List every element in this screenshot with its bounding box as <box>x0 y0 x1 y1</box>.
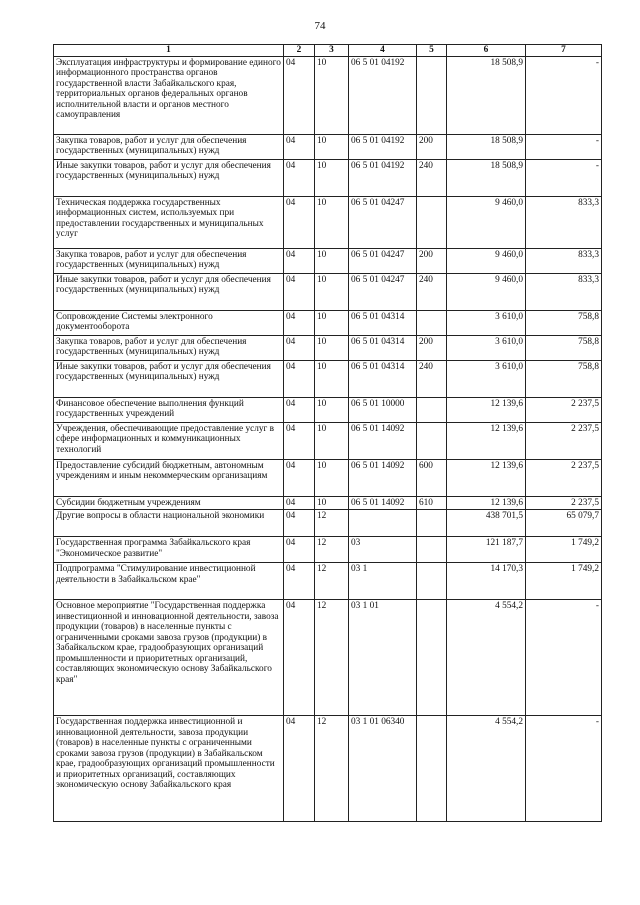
cell-col-2: 04 <box>284 496 315 510</box>
cell-col-2: 04 <box>284 510 315 537</box>
cell-col-7: 2 237,5 <box>526 422 602 459</box>
cell-col-6: 4 554,2 <box>447 600 526 716</box>
cell-col-1: Закупка товаров, работ и услуг для обеспечения государственных (муниципальных) нужд <box>54 335 284 360</box>
cell-col-2: 04 <box>284 422 315 459</box>
table-row <box>54 563 602 600</box>
cell-col-3: 12 <box>315 537 349 563</box>
cell-col-7: 2 237,5 <box>526 459 602 496</box>
cell-col-5: 240 <box>417 360 447 397</box>
cell-col-2: 04 <box>284 248 315 273</box>
cell-col-3: 10 <box>315 360 349 397</box>
table-header-row <box>54 45 602 57</box>
cell-col-6: 9 460,0 <box>447 273 526 310</box>
cell-col-5: 610 <box>417 496 447 510</box>
cell-col-6: 438 701,5 <box>447 510 526 537</box>
cell-col-6: 3 610,0 <box>447 360 526 397</box>
cell-col-5 <box>417 196 447 248</box>
cell-col-4: 06 5 01 04192 <box>349 159 417 196</box>
header-col-7: 7 <box>526 45 602 57</box>
cell-col-6: 12 139,6 <box>447 496 526 510</box>
table-row <box>54 716 602 822</box>
cell-col-6: 3 610,0 <box>447 310 526 335</box>
cell-col-7: 833,3 <box>526 196 602 248</box>
cell-col-6: 14 170,3 <box>447 563 526 600</box>
table-body <box>54 56 602 822</box>
cell-col-4: 06 5 01 04247 <box>349 248 417 273</box>
cell-col-7: 758,8 <box>526 310 602 335</box>
cell-col-1: Сопровождение Системы электронного документооборота <box>54 310 284 335</box>
cell-col-4: 06 5 01 04247 <box>349 196 417 248</box>
cell-col-3: 10 <box>315 159 349 196</box>
cell-col-5: 240 <box>417 273 447 310</box>
cell-col-7: 2 237,5 <box>526 397 602 422</box>
cell-col-1: Подпрограмма "Стимулирование инвестиционной деятельности в Забайкальском крае" <box>54 563 284 600</box>
header-col-2: 2 <box>284 45 315 57</box>
cell-col-7: 1 749,2 <box>526 563 602 600</box>
cell-col-7: 833,3 <box>526 248 602 273</box>
cell-col-7: 1 749,2 <box>526 537 602 563</box>
table-row <box>54 310 602 335</box>
table-row <box>54 397 602 422</box>
cell-col-5: 200 <box>417 248 447 273</box>
cell-col-4: 06 5 01 10000 <box>349 397 417 422</box>
table-row <box>54 422 602 459</box>
table-row <box>54 159 602 196</box>
cell-col-5: 200 <box>417 335 447 360</box>
cell-col-1: Иные закупки товаров, работ и услуг для обеспечения государственных (муниципальных) нужд <box>54 273 284 310</box>
cell-col-2: 04 <box>284 397 315 422</box>
cell-col-6: 3 610,0 <box>447 335 526 360</box>
cell-col-4: 06 5 01 04314 <box>349 310 417 335</box>
cell-col-1: Закупка товаров, работ и услуг для обеспечения государственных (муниципальных) нужд <box>54 134 284 159</box>
cell-col-5: 240 <box>417 159 447 196</box>
cell-col-4: 03 <box>349 537 417 563</box>
cell-col-2: 04 <box>284 459 315 496</box>
cell-col-4: 06 5 01 14092 <box>349 459 417 496</box>
cell-col-3: 10 <box>315 335 349 360</box>
header-col-1: 1 <box>54 45 284 57</box>
cell-col-1: Эксплуатация инфраструктуры и формирование единого информационного пространства органов государственной власти Забайкальского края, территориальных органов федеральных органов исполнительной власти и органов местного самоуправления <box>54 56 284 134</box>
cell-col-4: 06 5 01 04247 <box>349 273 417 310</box>
cell-col-4: 06 5 01 04192 <box>349 56 417 134</box>
cell-col-1: Иные закупки товаров, работ и услуг для обеспечения государственных (муниципальных) нужд <box>54 159 284 196</box>
cell-col-5 <box>417 310 447 335</box>
cell-col-7: 65 079,7 <box>526 510 602 537</box>
cell-col-5 <box>417 397 447 422</box>
table-row <box>54 360 602 397</box>
cell-col-2: 04 <box>284 56 315 134</box>
table-row <box>54 459 602 496</box>
cell-col-6: 18 508,9 <box>447 134 526 159</box>
cell-col-5 <box>417 600 447 716</box>
cell-col-7: - <box>526 56 602 134</box>
table-row <box>54 56 602 134</box>
cell-col-5 <box>417 422 447 459</box>
cell-col-2: 04 <box>284 159 315 196</box>
table-row <box>54 537 602 563</box>
cell-col-3: 10 <box>315 310 349 335</box>
cell-col-4: 06 5 01 04314 <box>349 335 417 360</box>
cell-col-3: 12 <box>315 600 349 716</box>
cell-col-6: 9 460,0 <box>447 248 526 273</box>
cell-col-1: Закупка товаров, работ и услуг для обеспечения государственных (муниципальных) нужд <box>54 248 284 273</box>
header-col-6: 6 <box>447 45 526 57</box>
table-row <box>54 273 602 310</box>
cell-col-4: 03 1 <box>349 563 417 600</box>
table-row <box>54 600 602 716</box>
cell-col-5 <box>417 510 447 537</box>
cell-col-4 <box>349 510 417 537</box>
cell-col-6: 121 187,7 <box>447 537 526 563</box>
cell-col-6: 18 508,9 <box>447 159 526 196</box>
cell-col-3: 10 <box>315 196 349 248</box>
cell-col-1: Иные закупки товаров, работ и услуг для обеспечения государственных (муниципальных) нужд <box>54 360 284 397</box>
table-row <box>54 248 602 273</box>
cell-col-4: 06 5 01 14092 <box>349 496 417 510</box>
cell-col-7: - <box>526 716 602 822</box>
cell-col-3: 12 <box>315 510 349 537</box>
header-col-3: 3 <box>315 45 349 57</box>
cell-col-5 <box>417 537 447 563</box>
cell-col-1: Предоставление субсидий бюджетным, автономным учреждениям и иным некоммерческим организациям <box>54 459 284 496</box>
cell-col-4: 06 5 01 14092 <box>349 422 417 459</box>
cell-col-3: 10 <box>315 248 349 273</box>
cell-col-2: 04 <box>284 537 315 563</box>
cell-col-2: 04 <box>284 196 315 248</box>
cell-col-5 <box>417 563 447 600</box>
cell-col-1: Другие вопросы в области национальной экономики <box>54 510 284 537</box>
cell-col-4: 03 1 01 06340 <box>349 716 417 822</box>
cell-col-1: Государственная поддержка инвестиционной и инновационной деятельности, завоза продукции (товаров) в населенные пункты с ограниченными сроками завоза грузов (продукции) в Забайкальском крае, градообразующих организаций промышленности и приоритетных организаций, составляющих экономическую основу Забайкальского края <box>54 716 284 822</box>
cell-col-7: - <box>526 159 602 196</box>
cell-col-5 <box>417 56 447 134</box>
cell-col-2: 04 <box>284 134 315 159</box>
cell-col-4: 06 5 01 04314 <box>349 360 417 397</box>
header-col-5: 5 <box>417 45 447 57</box>
cell-col-3: 10 <box>315 422 349 459</box>
budget-table <box>53 44 602 822</box>
cell-col-5 <box>417 716 447 822</box>
cell-col-1: Основное мероприятие "Государственная поддержка инвестиционной и инновационной деятельности, завоза продукции (товаров) в населенные пункты с ограниченными сроками завоза грузов (продукции) в Забайкальском крае, градообразующих организаций промышленности и приоритетных организаций, составляющих экономическую основу Забайкальского края" <box>54 600 284 716</box>
cell-col-6: 12 139,6 <box>447 422 526 459</box>
cell-col-6: 12 139,6 <box>447 459 526 496</box>
page-number: 74 <box>314 20 326 32</box>
cell-col-3: 12 <box>315 563 349 600</box>
cell-col-3: 10 <box>315 273 349 310</box>
cell-col-2: 04 <box>284 600 315 716</box>
cell-col-1: Государственная программа Забайкальского края "Экономическое развитие" <box>54 537 284 563</box>
cell-col-1: Субсидии бюджетным учреждениям <box>54 496 284 510</box>
cell-col-7: 2 237,5 <box>526 496 602 510</box>
cell-col-1: Учреждения, обеспечивающие предоставление услуг в сфере информационных и коммуникационных технологий <box>54 422 284 459</box>
cell-col-2: 04 <box>284 310 315 335</box>
cell-col-7: - <box>526 600 602 716</box>
cell-col-3: 10 <box>315 459 349 496</box>
cell-col-2: 04 <box>284 335 315 360</box>
cell-col-2: 04 <box>284 563 315 600</box>
table-row <box>54 496 602 510</box>
cell-col-1: Финансовое обеспечение выполнения функций государственных учреждений <box>54 397 284 422</box>
cell-col-3: 12 <box>315 716 349 822</box>
cell-col-3: 10 <box>315 134 349 159</box>
cell-col-3: 10 <box>315 496 349 510</box>
cell-col-7: 758,8 <box>526 335 602 360</box>
cell-col-7: 833,3 <box>526 273 602 310</box>
cell-col-3: 10 <box>315 56 349 134</box>
cell-col-5: 200 <box>417 134 447 159</box>
cell-col-4: 06 5 01 04192 <box>349 134 417 159</box>
cell-col-6: 12 139,6 <box>447 397 526 422</box>
cell-col-7: - <box>526 134 602 159</box>
cell-col-1: Техническая поддержка государственных информационных систем, используемых при предоставлении государственных и муниципальных услуг <box>54 196 284 248</box>
cell-col-2: 04 <box>284 360 315 397</box>
cell-col-6: 9 460,0 <box>447 196 526 248</box>
cell-col-6: 4 554,2 <box>447 716 526 822</box>
cell-col-3: 10 <box>315 397 349 422</box>
cell-col-7: 758,8 <box>526 360 602 397</box>
table-row <box>54 196 602 248</box>
cell-col-6: 18 508,9 <box>447 56 526 134</box>
cell-col-2: 04 <box>284 716 315 822</box>
table-row <box>54 510 602 537</box>
table-row <box>54 134 602 159</box>
cell-col-4: 03 1 01 <box>349 600 417 716</box>
header-col-4: 4 <box>349 45 417 57</box>
cell-col-2: 04 <box>284 273 315 310</box>
cell-col-5: 600 <box>417 459 447 496</box>
table-row <box>54 335 602 360</box>
